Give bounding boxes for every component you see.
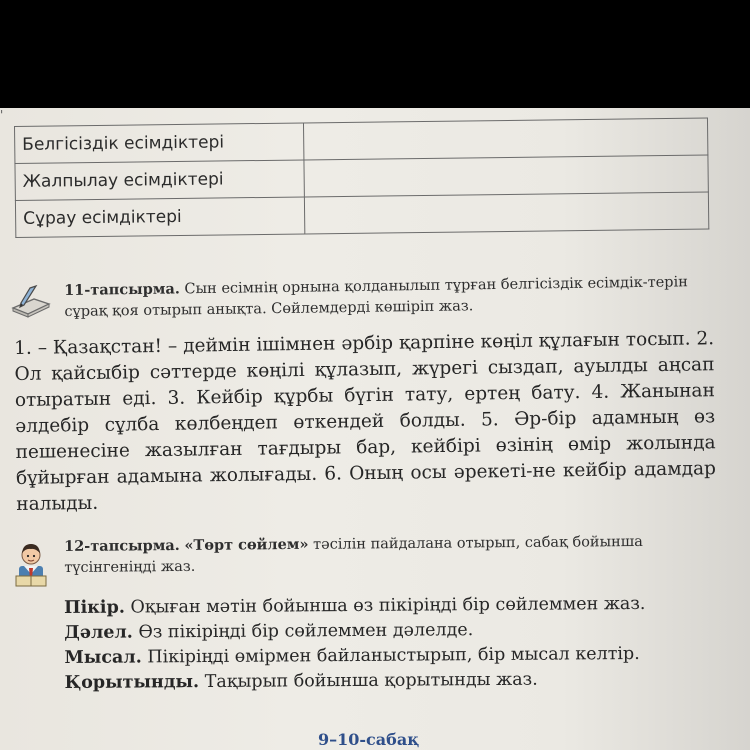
- lesson-heading: 9–10-сабақ: [318, 730, 420, 749]
- exercise-12-method: «Төрт сөйлем»: [184, 535, 309, 554]
- exercise-11-title: 11-тапсырма.: [64, 280, 180, 299]
- four-sentences-key: Қорытынды.: [64, 672, 200, 693]
- pronoun-table: [14, 118, 709, 238]
- pencil-notebook-icon: [10, 284, 52, 318]
- four-sentences-text: Өз пікіріңді бір сөйлеммен дәлелде.: [138, 620, 474, 643]
- table-cell-value: [304, 155, 708, 197]
- four-sentences-key: Пікір.: [64, 597, 125, 618]
- exercise-12: [64, 530, 714, 579]
- exercise-11-paragraph: 1. – Қазақстан! – деймін ішімнен әрбір қарпіне көңіл құлағын тосып. 2. Ол қайсыбір сәттерде көңілі құлазып, жүрегі сыздап, ауылды аңсап отыратын еді. 3. Кейбір құрбы бүгін тату, ертең бату. 4. Жанынан әлдебір сұлба көлбеңдеп өткендей болды. 5. Әр-бір адамның өз пешенесіне жазылған тағдыры бар, кейбірі өзінің өмір жолында бұйырған адамына жолығады. 6. Оның осы әрекеті-не кейбір адамдар налыды.: [14, 328, 717, 515]
- list-item: [65, 666, 715, 696]
- exercise-11: [64, 271, 715, 323]
- table-cell-label: Жалпылау есімдіктері: [15, 160, 304, 201]
- list-item: [64, 591, 714, 621]
- table-cell-value: [303, 118, 707, 160]
- exercise-12-title: 12-тапсырма.: [64, 536, 180, 555]
- page-corner-mark: ': [0, 108, 4, 122]
- exercise-11-instruction: Сын есімнің орнына қолданылып тұрған белгісіздік есімдік-терін сұрақ қоя отырып анықта. Сөйлемдерді көшіріп жаз.: [64, 274, 688, 320]
- list-item: [64, 641, 714, 671]
- four-sentences-key: Дәлел.: [64, 622, 133, 643]
- four-sentences-text: Тақырып бойынша қорытынды жаз.: [204, 669, 538, 693]
- four-sentences-list: [64, 591, 715, 696]
- exercise-12-instruction: тәсілін пайдалана отырып, сабақ бойынша түсінгеніңді жаз.: [64, 533, 643, 576]
- table-cell-label: Сұрау есімдіктері: [15, 197, 304, 238]
- student-at-desk-icon: [12, 538, 50, 588]
- table-cell-value: [304, 192, 708, 234]
- four-sentences-text: Пікіріңді өмірмен байланыстырып, бір мысал келтір.: [147, 643, 640, 668]
- table-row: [15, 192, 708, 237]
- textbook-page: [0, 108, 750, 750]
- four-sentences-key: Мысал.: [64, 647, 142, 668]
- four-sentences-text: Оқыған мәтін бойынша өз пікіріңді бір сөйлеммен жаз.: [130, 593, 646, 618]
- table-cell-label: Белгісіздік есімдіктері: [15, 123, 304, 164]
